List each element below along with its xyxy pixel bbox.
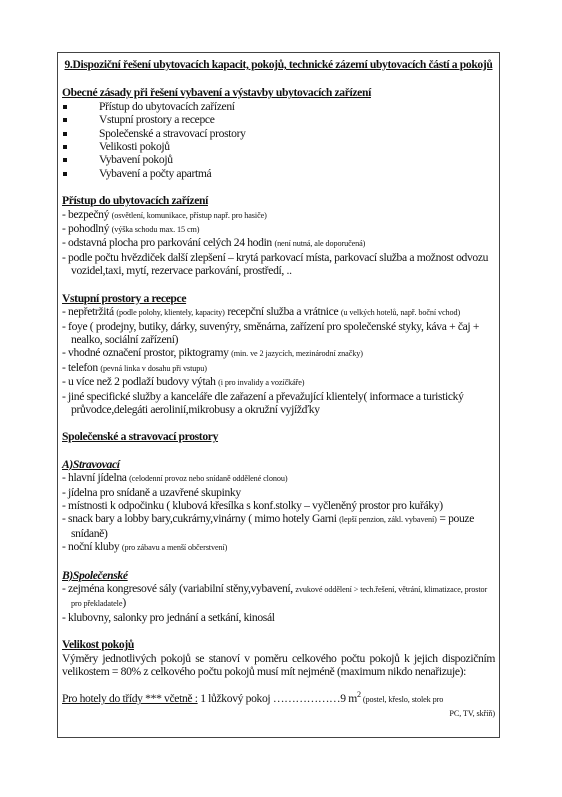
room-size-note: PC, TV, skříň)	[449, 708, 495, 718]
social-subheading: B)Společenské	[62, 568, 128, 582]
dining-line: - místnosti k odpočinku ( klubová křesílka s konf.stolky – vyčleněný prostor pro kuřáky)	[62, 498, 443, 512]
social-line: - zejména kongresové sály (variabilní stěny,vybavení, zvukové oddělení > tech.řešení, větrání, klimatizace, prostor pro překladatele)	[62, 582, 488, 610]
size-paragraph: Výměry jednotlivých pokojů se stanoví v poměru celkového počtu pokojů k jejich dispozičním velikostem = 80% z celkového počtu pokojů musí mít nejméně (maximum nikdo nenařizuje):	[62, 651, 495, 679]
list-item: Vstupní prostory a recepce	[62, 113, 495, 126]
dining-subheading: A)Stravovací	[62, 457, 120, 471]
list-item: Přístup do ubytovacích zařízení	[62, 100, 495, 113]
access-heading: Přístup do ubytovacích zařízení	[62, 194, 208, 208]
document-page	[57, 52, 500, 738]
social-heading: Společenské a stravovací prostory	[62, 430, 219, 444]
list-item: Společenské a stravovací prostory	[62, 127, 495, 140]
social-line: - klubovny, salonky pro jednání a setkání, kinosál	[62, 610, 275, 624]
general-heading: Obecné zásady při řešení vybavení a výstavby ubytovacích zařízení	[62, 86, 371, 100]
entrance-line: - foye ( prodejny, butiky, dárky, suvenýry, směnárna, zařízení pro společenské styky, káva + čaj + nealko, sociální zařízení)	[62, 319, 480, 346]
entrance-line: - nepřetržitá (podle polohy, klientely, kapacity) recepční služba a vrátnice (u velkých hotelů, např. boční vchod)	[62, 305, 461, 319]
access-line: - odstavná plocha pro parkování celých 24 hodin (není nutná, ale doporučená)	[62, 236, 366, 250]
access-line: - podle počtu hvězdiček další zlepšení – krytá parkovací místa, parkovací služba a možnost odvozu vozidel,taxi, mytí, rezervace parkování, prostředí, ..	[62, 250, 489, 278]
entrance-line: - jiné specifické služby a kanceláře dle zařazení a převažující klientely( informace a turistický průvodce,delegáti aerolinií,mikrobusy a okružní vyjížďky	[62, 389, 464, 416]
entrance-heading: Vstupní prostory a recepce	[62, 291, 187, 305]
document-title: 9.Dispoziční řešení ubytovacích kapacit, pokojů, technické zázemí ubytovacích částí a pokojů	[64, 58, 493, 71]
dining-line: - noční kluby (pro zábavu a menší občerstvení)	[62, 540, 228, 554]
room-size-row: Pro hotely do třídy *** včetně : 1 lůžkový pokoj ………………9 $m^2$ (postel, křeslo, stolek pro	[62, 690, 444, 706]
dining-line: - hlavní jídelna (celodenní provoz nebo snídaně oddělené clonou)	[62, 471, 288, 485]
list-item: Vybavení a počty apartmá	[62, 167, 495, 180]
dining-line: - snack bary a lobby bary,cukrárny,vinárny ( mimo hotely Garni (lepší penzion, zákl. vybavení) = pouze snídaně)	[62, 512, 474, 540]
general-list	[62, 100, 495, 180]
entrance-line: - telefon (pevná linka v dosahu při vstupu)	[62, 360, 207, 374]
access-line: - bezpečný (osvětlení, komunikace, přístup např. pro hasiče)	[62, 207, 267, 221]
list-item: Velikosti pokojů	[62, 140, 495, 153]
hotel-class-label: Pro hotely do třídy *** včetně :	[62, 692, 198, 706]
size-heading: Velikost pokojů	[62, 638, 134, 652]
room-size-text: 1 lůžkový pokoj ………………9 m	[197, 692, 357, 706]
dining-line: - jídelna pro snídaně a uzavřené skupinky	[62, 485, 241, 499]
list-item: Vybavení pokojů	[62, 153, 495, 166]
entrance-line: - u více než 2 podlaží budovy výtah (i pro invalidy a vozíčkáře)	[62, 375, 305, 389]
entrance-line: - vhodné označení prostor, piktogramy (min. ve 2 jazycích, mezinárodní značky)	[62, 346, 363, 360]
access-line: - pohodlný (výška schodu max. 15 cm)	[62, 222, 200, 236]
